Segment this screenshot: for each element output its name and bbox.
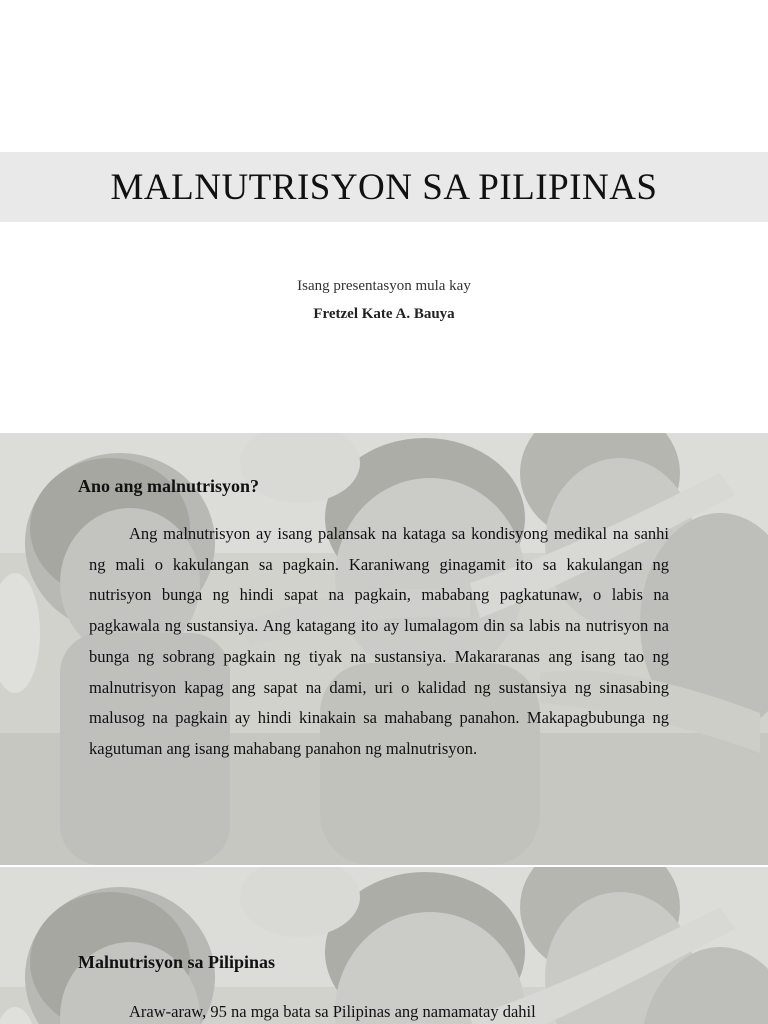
title-band (0, 152, 768, 222)
slide-ano-ang-malnutrisyon (0, 433, 768, 865)
presentation-title: MALNUTRISYON SA PILIPINAS (110, 166, 658, 208)
slide-malnutrisyon-sa-pilipinas (0, 867, 768, 1024)
slide-body-text: Araw-araw, 95 na mga bata sa Pilipinas ang namamatay dahil (129, 1002, 536, 1021)
presentation-author: Fretzel Kate A. Bauya (313, 306, 455, 322)
slide-heading: Ano ang malnutrisyon? (78, 476, 260, 496)
slide-heading: Malnutrisyon sa Pilipinas (78, 952, 276, 972)
title-slide (0, 0, 768, 433)
presentation-subtitle: Isang presentasyon mula kay (297, 278, 471, 294)
slide-body-text: Ang malnutrisyon ay isang palansak na kataga sa kondisyong medikal na sanhi ng mali o kakulangan sa pagkain. Karaniwang ginagamit ito sa kakulangan ng nutrisyon bunga ng hindi sapat na pagkain, mababang pagkatunaw, o labis na pagkawala ng sustansiya. Ang katagang ito ay lumalagom din sa labis na nutrisyon na bunga ng sobrang pagkain ng tiyak na sustansiya. Makararanas ang isang tao ng malnutrisyon kapag ang sapat na dami, uri o kalidad ng sustansiya ng sinasabing malusog na pagkain ay hindi kinakain sa mahabang panahon. Makapagbubunga ng kagutuman ang isang mahabang panahon ng malnutrisyon. (89, 524, 669, 758)
